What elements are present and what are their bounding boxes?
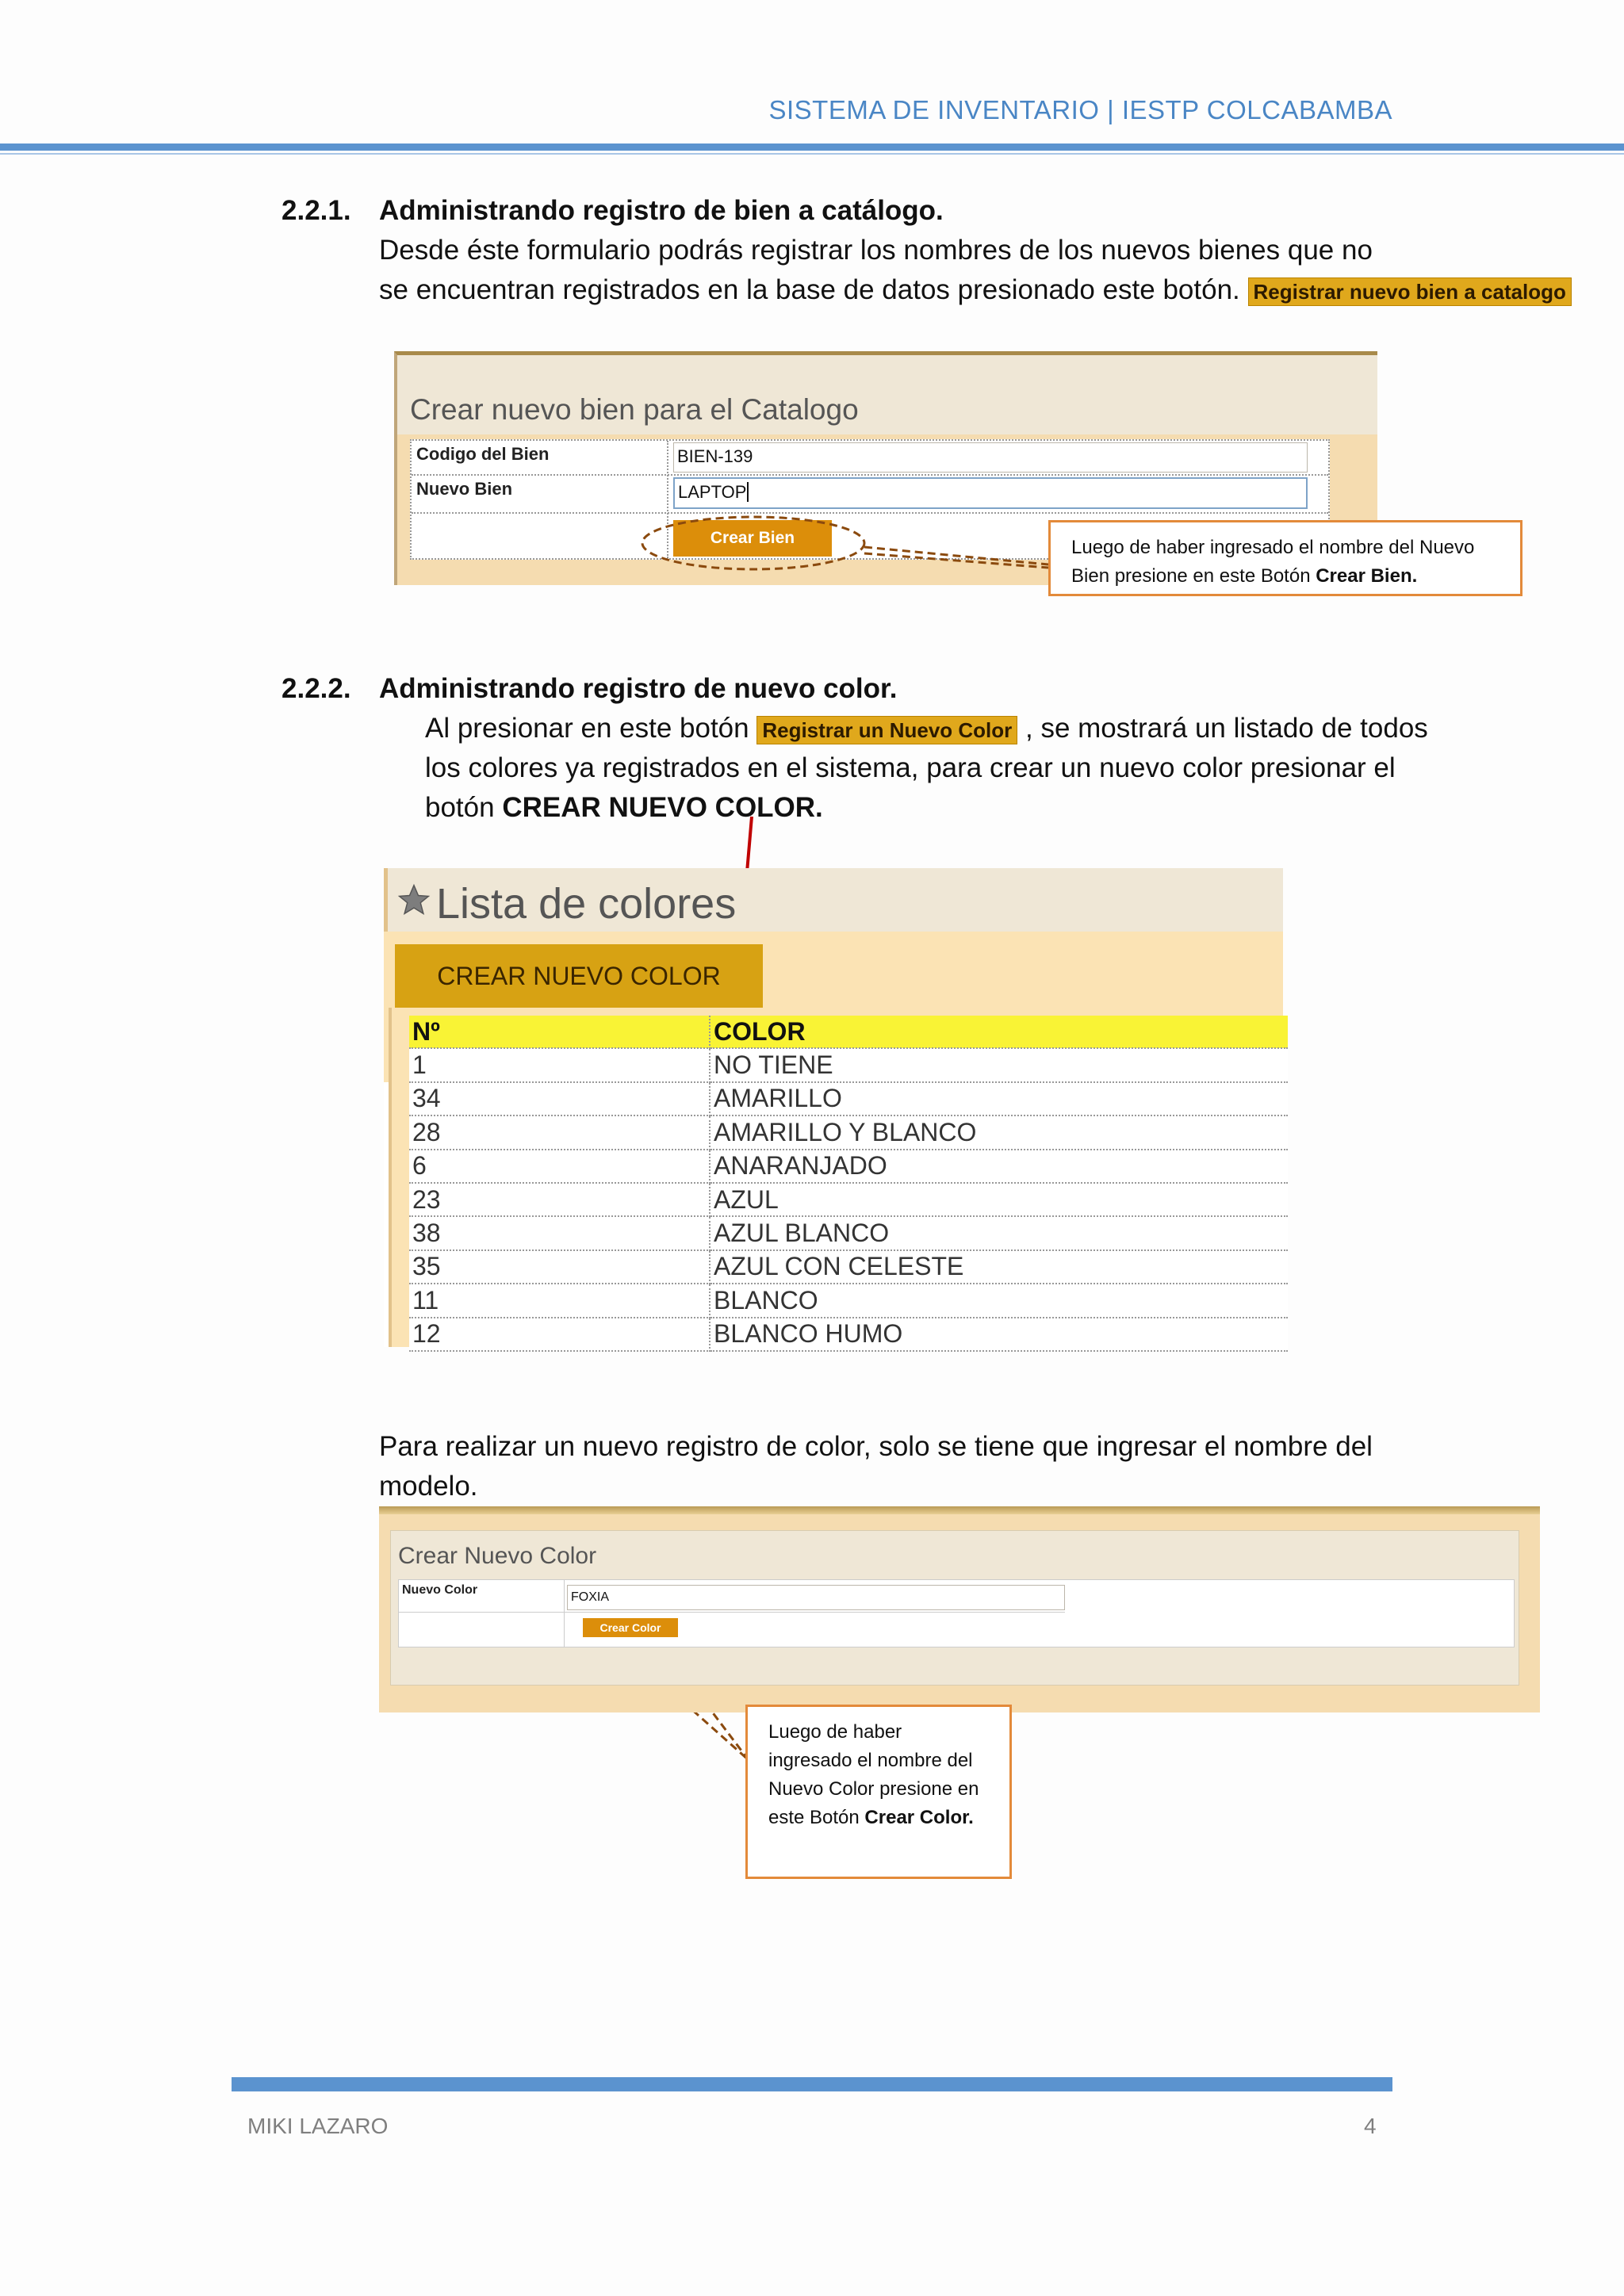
table-row [409,1183,1288,1216]
color-name-cell: ANARANJADO [710,1150,1288,1183]
color-name-cell: AZUL [710,1183,1288,1216]
color-number-cell: 28 [409,1115,710,1149]
form-title: Crear Nuevo Color [398,1543,597,1569]
color-name-cell: AZUL BLANCO [710,1216,1288,1249]
footer-rule [232,2077,1392,2091]
nuevo-color-label: Nuevo Color [402,1583,478,1597]
callout-crear-bien: Luego de haber ingresado el nombre del Nuevo Bien presione en este Botón Crear Bien. [1048,520,1522,596]
page-number: 4 [1364,2114,1377,2138]
paragraph-text: se encuentran registrados en la base de datos presionado este botón. [379,274,1240,305]
nuevo-bien-field[interactable]: LAPTOP [673,477,1308,509]
color-number-cell: 23 [409,1183,710,1216]
registrar-color-button[interactable]: Registrar un Nuevo Color [756,716,1017,744]
crear-color-button[interactable]: Crear Color [583,1618,678,1637]
table-row [409,1216,1288,1249]
lista-colores-panel [384,868,1283,1347]
color-name-cell: NO TIENE [710,1048,1288,1081]
panel-title: Lista de colores [436,880,737,928]
table-row [409,1150,1288,1183]
paragraph-line: Al presionar en este botón Registrar un Nuevo Color , se mostrará un listado de todos [425,713,1428,744]
table-header-row [409,1016,1288,1048]
highlight-ellipse [642,517,864,569]
color-number-cell: 11 [409,1284,710,1317]
section-number: 2.2.2. [282,673,351,704]
color-number-cell: 34 [409,1082,710,1115]
form-table [398,1579,1515,1647]
color-name-cell: AMARILLO Y BLANCO [710,1115,1288,1149]
column-header: COLOR [710,1016,1288,1048]
table-row [409,1048,1288,1081]
paragraph-line: modelo. [379,1471,478,1502]
table-row [409,1082,1288,1115]
color-name-cell: AMARILLO [710,1082,1288,1115]
table-row [409,1284,1288,1317]
paragraph-line: Desde éste formulario podrás registrar los nombres de los nuevos bienes que no [379,235,1373,266]
header-title: SISTEMA DE INVENTARIO | IESTP COLCABAMBA [768,95,1392,124]
paragraph-line: botón CREAR NUEVO COLOR. [425,792,823,823]
section-title: Administrando registro de nuevo color. [379,673,898,704]
paragraph-line: los colores ya registrados en el sistema, para crear un nuevo color presionar el [425,752,1396,783]
color-number-cell: 6 [409,1150,710,1183]
registrar-bien-button[interactable]: Registrar nuevo bien a catalogo [1248,277,1572,306]
color-number-cell: 12 [409,1318,710,1351]
paragraph-line: Para realizar un nuevo registro de color, solo se tiene que ingresar el nombre del [379,1431,1373,1462]
color-name-cell: BLANCO [710,1284,1288,1317]
section-title: Administrando registro de bien a catálogo. [379,195,944,226]
footer-author: MIKI LAZARO [247,2114,389,2138]
callout-crear-color: Luego de haber ingresado el nombre del Nuevo Color presione en este Botón Crear Color. [745,1705,1012,1879]
color-name-cell: AZUL CON CELESTE [710,1250,1288,1284]
form-crear-color [379,1506,1540,1712]
color-number-cell: 1 [409,1048,710,1081]
table-row [409,1250,1288,1284]
form-title: Crear nuevo bien para el Catalogo [410,393,859,426]
color-number-cell: 35 [409,1250,710,1284]
color-name-cell: BLANCO HUMO [710,1318,1288,1351]
section-number: 2.2.1. [282,195,351,226]
colors-table [409,1016,1288,1352]
table-row [409,1115,1288,1149]
codigo-field[interactable]: BIEN-139 [673,442,1308,473]
codigo-label: Codigo del Bien [416,444,550,464]
nuevo-bien-label: Nuevo Bien [416,479,513,499]
column-header: Nº [409,1016,710,1048]
crear-nuevo-color-button[interactable]: CREAR NUEVO COLOR [395,944,763,1008]
color-number-cell: 38 [409,1216,710,1249]
table-row [409,1318,1288,1351]
crear-bien-button[interactable]: Crear Bien [673,520,832,557]
nuevo-color-field[interactable]: FOXIA [567,1585,1065,1610]
star-icon [396,882,431,917]
